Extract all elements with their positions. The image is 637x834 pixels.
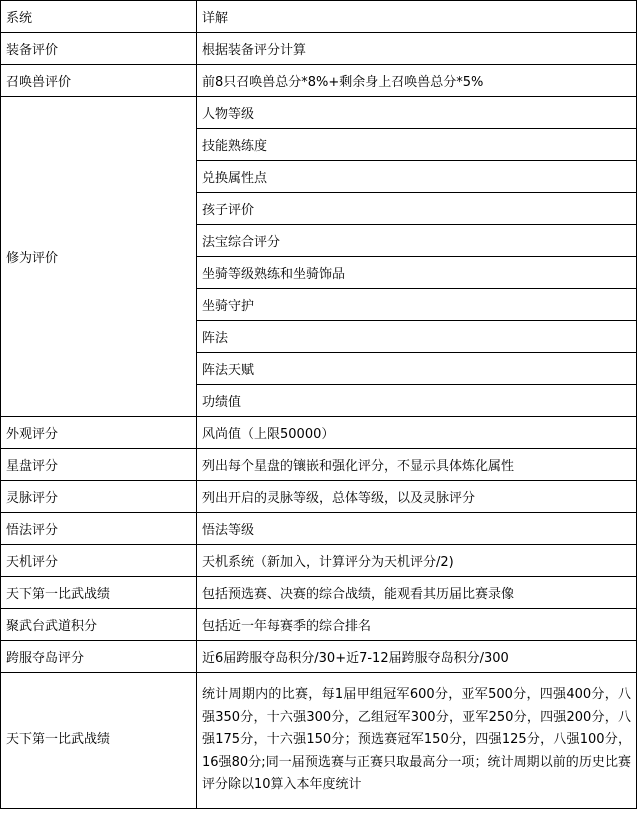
detail-cell: 包括预选赛、决赛的综合战绩，能观看其历届比赛录像 bbox=[197, 577, 637, 609]
header-system: 系统 bbox=[1, 1, 197, 33]
table-row bbox=[1, 513, 637, 545]
detail-cell: 法宝综合评分 bbox=[197, 225, 637, 257]
system-cell: 修为评价 bbox=[1, 97, 197, 417]
table-row bbox=[1, 449, 637, 481]
detail-cell: 兑换属性点 bbox=[197, 161, 637, 193]
table-header-row bbox=[1, 1, 637, 33]
detail-cell: 统计周期内的比赛，每1届甲组冠军600分，亚军500分，四强400分，八强350分，十六强300分，乙组冠军300分，亚军250分，四强200分，八强175分，十六强150分；预选赛冠军150分，四强125分，八强100分，16强80分;同一届预选赛与正赛只取最高分一项；统计周期以前的历史比赛评分除以10算入本年度统计 bbox=[197, 673, 637, 809]
detail-cell: 功绩值 bbox=[197, 385, 637, 417]
detail-cell: 列出每个星盘的镶嵌和强化评分，不显示具体炼化属性 bbox=[197, 449, 637, 481]
system-cell: 聚武台武道积分 bbox=[1, 609, 197, 641]
table-row bbox=[1, 481, 637, 513]
detail-cell: 孩子评价 bbox=[197, 193, 637, 225]
detail-cell: 技能熟练度 bbox=[197, 129, 637, 161]
detail-cell: 前8只召唤兽总分*8%+剩余身上召唤兽总分*5% bbox=[197, 65, 637, 97]
table-row bbox=[1, 673, 637, 809]
system-cell: 灵脉评分 bbox=[1, 481, 197, 513]
table-row bbox=[1, 577, 637, 609]
system-cell: 天下第一比武战绩 bbox=[1, 577, 197, 609]
system-cell: 召唤兽评价 bbox=[1, 65, 197, 97]
system-cell: 星盘评分 bbox=[1, 449, 197, 481]
table-row bbox=[1, 609, 637, 641]
detail-cell: 坐骑守护 bbox=[197, 289, 637, 321]
table-row bbox=[1, 641, 637, 673]
detail-cell: 近6届跨服夺岛积分/30+近7-12届跨服夺岛积分/300 bbox=[197, 641, 637, 673]
detail-cell: 阵法 bbox=[197, 321, 637, 353]
detail-cell: 坐骑等级熟练和坐骑饰品 bbox=[197, 257, 637, 289]
detail-cell: 悟法等级 bbox=[197, 513, 637, 545]
system-cell: 悟法评分 bbox=[1, 513, 197, 545]
detail-cell: 列出开启的灵脉等级，总体等级，以及灵脉评分 bbox=[197, 481, 637, 513]
table-row bbox=[1, 545, 637, 577]
detail-cell: 风尚值（上限50000） bbox=[197, 417, 637, 449]
system-cell: 天下第一比武战绩 bbox=[1, 673, 197, 809]
detail-cell: 阵法天赋 bbox=[197, 353, 637, 385]
table-row bbox=[1, 97, 637, 129]
detail-cell: 根据装备评分计算 bbox=[197, 33, 637, 65]
table-row bbox=[1, 65, 637, 97]
detail-cell: 包括近一年每赛季的综合排名 bbox=[197, 609, 637, 641]
header-details: 详解 bbox=[197, 1, 637, 33]
detail-cell: 人物等级 bbox=[197, 97, 637, 129]
detail-cell: 天机系统（新加入，计算评分为天机评分/2) bbox=[197, 545, 637, 577]
system-cell: 跨服夺岛评分 bbox=[1, 641, 197, 673]
table-row bbox=[1, 417, 637, 449]
system-cell: 装备评价 bbox=[1, 33, 197, 65]
system-cell: 外观评分 bbox=[1, 417, 197, 449]
system-cell: 天机评分 bbox=[1, 545, 197, 577]
table-row bbox=[1, 33, 637, 65]
